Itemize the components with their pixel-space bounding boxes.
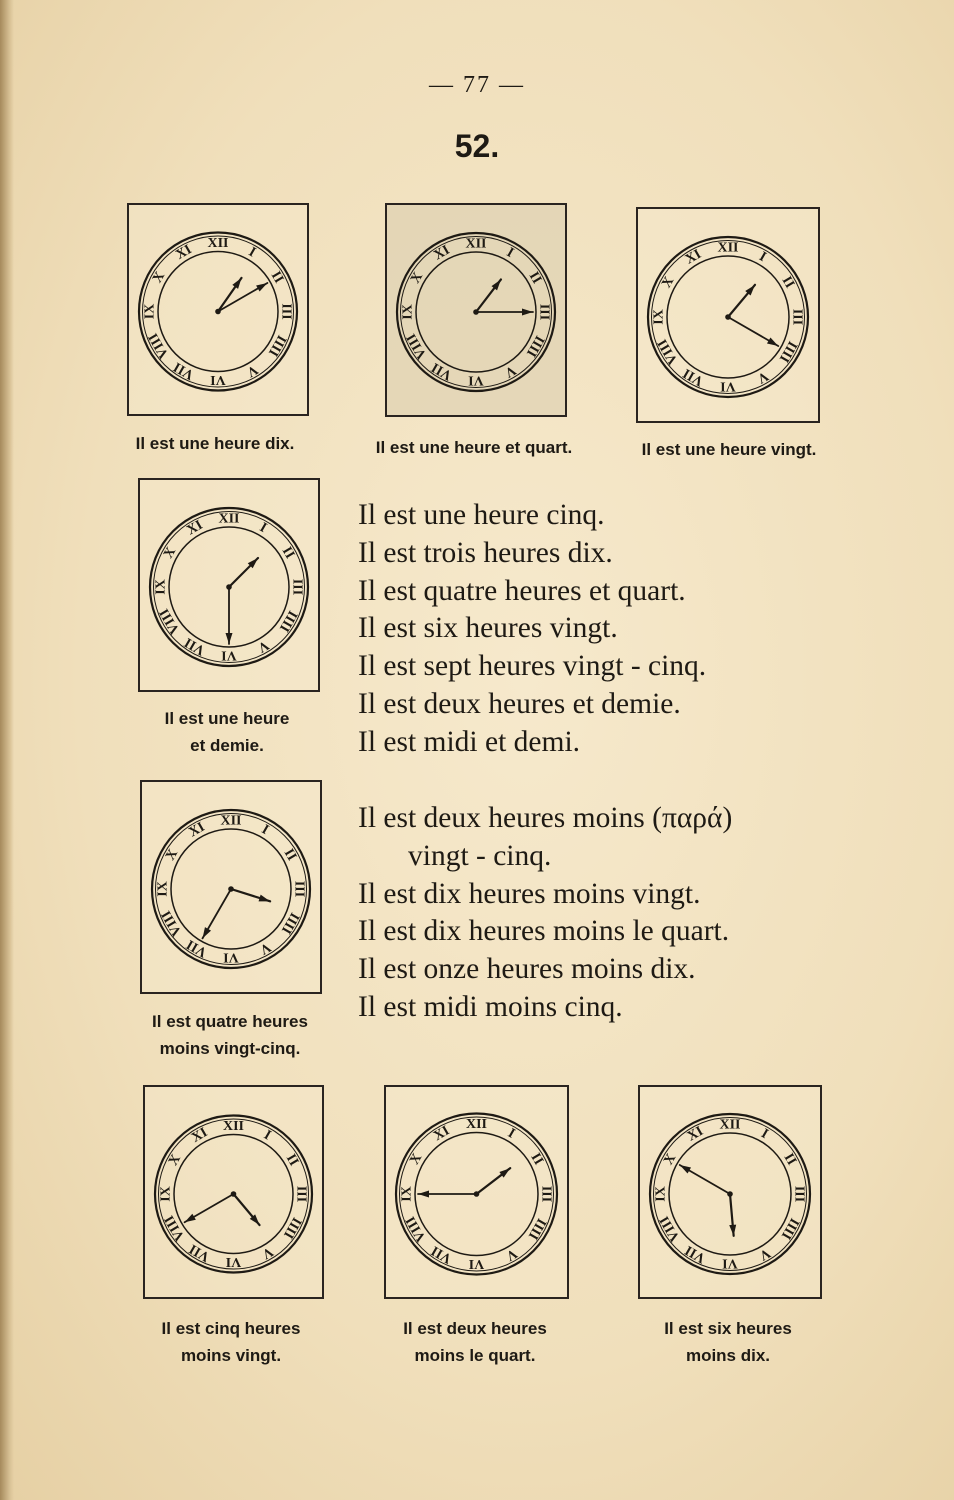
sentence: Il est quatre heures et quart. bbox=[358, 574, 686, 607]
caption-line: moins le quart. bbox=[414, 1346, 536, 1365]
clock-numeral: XI bbox=[683, 246, 704, 268]
clock-numeral: VIII bbox=[156, 605, 184, 637]
clock-numeral: IX bbox=[653, 1186, 669, 1202]
clock-numeral: XII bbox=[218, 511, 240, 527]
clock-center-pin bbox=[228, 886, 234, 892]
clock-numeral: V bbox=[501, 361, 519, 380]
clock-numeral: VIII bbox=[655, 336, 682, 367]
clock-frame bbox=[636, 207, 820, 423]
clock-face bbox=[145, 1087, 322, 1297]
minute-hand-tip bbox=[226, 633, 233, 644]
clock-center-pin bbox=[215, 309, 221, 315]
clock-numeral: VIII bbox=[158, 907, 186, 939]
sentence-list-2 bbox=[358, 800, 732, 1027]
sentence: Il est midi moins cinq. bbox=[358, 990, 623, 1023]
clock-numeral: VIII bbox=[403, 1213, 430, 1244]
clock-numeral: X bbox=[150, 269, 169, 286]
clock-numeral: I bbox=[261, 1127, 274, 1144]
minute-hand-tip bbox=[185, 1214, 196, 1223]
clock-numeral: VII bbox=[429, 359, 455, 383]
sentence: Il est dix heures moins vingt. bbox=[358, 877, 701, 910]
clock-numeral: V bbox=[243, 361, 261, 380]
clock-numeral: VII bbox=[186, 1240, 213, 1265]
clock-frame bbox=[638, 1085, 822, 1299]
clock-numeral: I bbox=[256, 520, 270, 536]
caption-line: Il est une heure dix. bbox=[135, 434, 295, 453]
clock-numeral: VI bbox=[468, 372, 484, 388]
sentence: Il est deux heures moins (παρά) bbox=[358, 802, 733, 834]
clock-frame bbox=[138, 478, 320, 692]
clock-numeral: VI bbox=[225, 1254, 242, 1269]
clock-numeral: XI bbox=[431, 242, 453, 264]
clock-numeral: I bbox=[505, 1125, 518, 1142]
clock-numeral: III bbox=[791, 1185, 807, 1203]
clock-caption bbox=[352, 434, 596, 461]
clock-numeral: VI bbox=[210, 372, 226, 387]
sentence: Il est une heure cinq. bbox=[358, 499, 605, 531]
clock-frame bbox=[384, 1085, 569, 1299]
clock-numeral: VII bbox=[182, 634, 208, 658]
clock-numeral: V bbox=[503, 1245, 520, 1264]
caption-line: moins vingt-cinq. bbox=[159, 1039, 301, 1058]
page-number: — 77 — bbox=[429, 72, 525, 98]
caption-line: Il est six heures bbox=[664, 1319, 792, 1338]
clock-frame bbox=[140, 780, 322, 994]
minute-hand-tip bbox=[767, 337, 778, 346]
clock-numeral: III bbox=[289, 578, 305, 596]
clock-numeral: XI bbox=[685, 1123, 706, 1145]
clock-numeral: XII bbox=[465, 1117, 488, 1132]
clock-numeral: IIII bbox=[277, 909, 302, 937]
clock-center-pin bbox=[727, 1191, 733, 1197]
clock-numeral: IX bbox=[400, 304, 416, 320]
sentence-continuation: vingt - cinq. bbox=[408, 839, 552, 872]
sentence-list-1 bbox=[358, 497, 706, 762]
clock-numeral: XII bbox=[207, 236, 229, 251]
clock-numeral: XI bbox=[186, 819, 208, 841]
clock-center-pin bbox=[474, 1191, 480, 1197]
clock-numeral: VI bbox=[223, 949, 239, 965]
caption-line: Il est cinq heures bbox=[161, 1319, 301, 1338]
clock-numeral: I bbox=[503, 245, 517, 261]
clock-numeral: VII bbox=[428, 1242, 455, 1266]
clock-numeral: VIII bbox=[657, 1213, 684, 1244]
clock-numeral: II bbox=[280, 846, 300, 864]
clock-numeral: X bbox=[408, 269, 427, 287]
clock-numeral: VI bbox=[722, 1255, 738, 1271]
clock-center-pin bbox=[473, 309, 479, 315]
clock-numeral: V bbox=[259, 1243, 276, 1262]
lesson-number: 52. bbox=[454, 128, 500, 164]
clock-numeral: VIII bbox=[161, 1212, 189, 1243]
clock-numeral: VII bbox=[680, 365, 707, 389]
clock-face bbox=[640, 1087, 820, 1297]
clock-numeral: II bbox=[525, 269, 545, 287]
clock-numeral: XI bbox=[431, 1123, 453, 1145]
clock-numeral: VIII bbox=[403, 330, 431, 362]
clock-numeral: VI bbox=[221, 647, 237, 663]
clock-caption bbox=[622, 436, 836, 463]
caption-line: et demie. bbox=[190, 736, 264, 755]
caption-line: Il est une heure et quart. bbox=[375, 438, 573, 457]
clock-numeral: X bbox=[161, 544, 180, 562]
clock-face bbox=[129, 205, 307, 414]
caption-line: Il est quatre heures bbox=[152, 1012, 308, 1031]
sentence: Il est onze heures moins dix. bbox=[358, 953, 696, 986]
clock-numeral: IIII bbox=[275, 607, 300, 635]
clock-numeral: II bbox=[527, 1150, 546, 1168]
sentence: Il est deux heures et demie. bbox=[358, 687, 681, 720]
clock-numeral: X bbox=[163, 846, 182, 864]
clock-numeral: X bbox=[661, 1151, 680, 1168]
clock-numeral: I bbox=[756, 249, 769, 266]
clock-numeral: VI bbox=[468, 1256, 485, 1271]
clock-numeral: XI bbox=[189, 1125, 211, 1146]
hour-hand-tip bbox=[259, 895, 271, 902]
clock-face bbox=[142, 782, 320, 992]
clock-center-pin bbox=[226, 584, 232, 590]
clock-numeral: IX bbox=[158, 1186, 174, 1202]
clock-numeral: IX bbox=[153, 579, 169, 595]
book-spine-shadow bbox=[0, 0, 14, 1500]
clock-numeral: I bbox=[258, 822, 272, 838]
sentence: Il est sept heures vingt - cinq. bbox=[358, 650, 707, 683]
clock-numeral: VII bbox=[682, 1242, 709, 1266]
clock-numeral: III bbox=[278, 303, 294, 320]
clock-numeral: IX bbox=[651, 309, 667, 325]
clock-face bbox=[386, 1087, 567, 1297]
clock-numeral: XII bbox=[220, 813, 242, 829]
clock-numeral: V bbox=[754, 367, 771, 386]
caption-line: Il est une heure bbox=[164, 709, 290, 728]
sentence: Il est midi et demi. bbox=[358, 725, 581, 758]
clock-face bbox=[140, 480, 318, 690]
clock-center-pin bbox=[725, 314, 731, 320]
sentence: Il est dix heures moins le quart. bbox=[358, 915, 730, 948]
clock-frame bbox=[143, 1085, 324, 1299]
clock-numeral: V bbox=[256, 938, 274, 957]
minute-hand-tip bbox=[203, 927, 212, 938]
clock-face bbox=[638, 209, 818, 421]
clock-numeral: XII bbox=[465, 236, 487, 252]
minute-hand-tip bbox=[522, 309, 533, 316]
caption-line: moins vingt. bbox=[180, 1346, 282, 1365]
minute-hand-tip bbox=[680, 1165, 691, 1174]
clock-caption bbox=[372, 1315, 578, 1369]
clock-numeral: I bbox=[245, 244, 259, 261]
clock-numeral: IIII bbox=[280, 1214, 304, 1241]
clock-numeral: VIII bbox=[145, 330, 173, 361]
sentence: Il est six heures vingt. bbox=[358, 612, 618, 645]
clock-numeral: III bbox=[293, 1185, 309, 1203]
caption-line: moins dix. bbox=[685, 1346, 771, 1365]
minute-hand-tip bbox=[418, 1191, 429, 1198]
clock-caption bbox=[126, 1315, 336, 1369]
clock-numeral: XI bbox=[173, 242, 195, 263]
clock-numeral: IIII bbox=[522, 332, 547, 360]
clock-caption bbox=[628, 1315, 828, 1369]
clock-numeral: IX bbox=[399, 1186, 415, 1202]
clock-frame bbox=[127, 203, 309, 416]
clock-caption bbox=[120, 1008, 340, 1062]
minute-hand-tip bbox=[256, 283, 267, 292]
clock-caption bbox=[127, 705, 327, 759]
clock-numeral: VII bbox=[171, 358, 197, 383]
clock-numeral: II bbox=[780, 1151, 799, 1168]
clock-numeral: II bbox=[267, 269, 287, 286]
clock-numeral: X bbox=[407, 1151, 426, 1168]
clock-frame bbox=[385, 203, 567, 417]
caption-line: Il est une heure vingt. bbox=[641, 440, 817, 459]
clock-numeral: III bbox=[538, 1185, 554, 1203]
clock-numeral: X bbox=[659, 274, 678, 291]
clock-numeral: III bbox=[789, 308, 805, 326]
clock-numeral: V bbox=[756, 1244, 773, 1263]
clock-numeral: XII bbox=[719, 1117, 741, 1133]
clock-numeral: IIII bbox=[264, 332, 289, 359]
clock-numeral: VI bbox=[720, 378, 736, 394]
clock-numeral: IIII bbox=[524, 1215, 549, 1242]
sentence: Il est trois heures dix. bbox=[358, 536, 613, 569]
clock-numeral: II bbox=[278, 544, 298, 562]
clock-face bbox=[387, 205, 565, 415]
clock-numeral: XII bbox=[222, 1119, 245, 1134]
clock-numeral: IIII bbox=[777, 1215, 802, 1242]
clock-numeral: II bbox=[282, 1151, 302, 1169]
clock-numeral: V bbox=[254, 636, 272, 655]
clock-numeral: IIII bbox=[775, 338, 800, 365]
clock-numeral: XI bbox=[184, 517, 206, 539]
clock-numeral: VII bbox=[184, 936, 210, 960]
clock-numeral: X bbox=[166, 1152, 185, 1169]
clock-numeral: I bbox=[758, 1126, 771, 1143]
clock-numeral: XII bbox=[717, 240, 739, 256]
clock-numeral: II bbox=[778, 274, 797, 291]
clock-center-pin bbox=[231, 1191, 237, 1197]
caption-line: Il est deux heures bbox=[403, 1319, 547, 1338]
clock-caption bbox=[110, 430, 320, 457]
clock-numeral: III bbox=[536, 303, 552, 321]
clock-numeral: IX bbox=[142, 303, 158, 320]
clock-numeral: IX bbox=[155, 881, 171, 897]
clock-numeral: III bbox=[291, 880, 307, 898]
